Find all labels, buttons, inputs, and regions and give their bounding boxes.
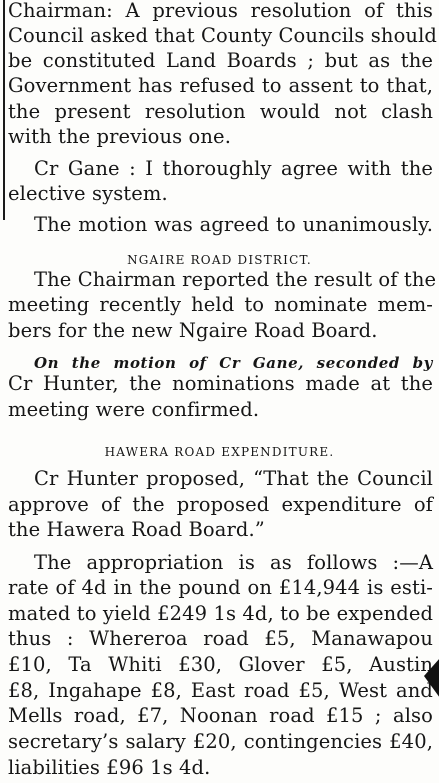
text-line: Cr Hunter proposed, “That the Council [34,467,433,490]
text-line: Cr Gane : I thoroughly agree with the [34,157,433,180]
text-line: rate of 4d in the pound on £14,944 is esti- [8,576,433,599]
text-line: Cr Hunter, the nominations made at the [8,372,433,395]
text-line: £10, Ta Whiti £30, Glover £5, Austin [8,653,433,676]
text-line: secretary’s salary £20, contingencies £40, [8,730,433,753]
text-line: Mells road, £7, Noonan road £15 ; also [8,704,433,727]
text-line: with the previous one. [8,125,231,148]
ink-blot [424,658,439,698]
text-line: the Hawera Road Board.” [8,518,265,541]
text-line: approve of the proposed expenditure of [8,493,433,516]
text-line: The motion was agreed to unanimously. [34,213,433,236]
text-line: meeting were confirmed. [8,398,260,421]
text-line: Council asked that County Councils should [8,24,437,47]
text-line: thus : Whereroa road £5, Manawapou [8,627,433,650]
italic-line: On the motion of Cr Gane, seconded by [34,354,433,372]
text-line: elective system. [8,182,168,205]
text-line: £8, Ingahape £8, East road £5, West and [8,679,433,702]
column-rule [3,0,5,220]
section-heading: HAWERA ROAD EXPENDITURE. [104,445,335,459]
text-line: Chairman: A previous resolution of this [8,0,433,22]
text-line: mated to yield £249 1s 4d, to be expended [8,602,434,625]
text-line: Government has refused to assent to that, [8,74,433,97]
text-line: bers for the new Ngaire Road Board. [8,319,378,342]
text-line: meeting recently held to nominate mem- [8,293,433,316]
section-heading: NGAIRE ROAD DISTRICT. [127,253,312,267]
text-line: liabilities £96 1s 4d. [8,756,211,779]
text-line: the present resolution would not clash [8,100,433,123]
text-line: The appropriation is as follows :—A [34,551,433,574]
text-line: The Chairman reported the result of the [34,268,437,291]
text-line: be constituted Land Boards ; but as the [8,49,433,72]
